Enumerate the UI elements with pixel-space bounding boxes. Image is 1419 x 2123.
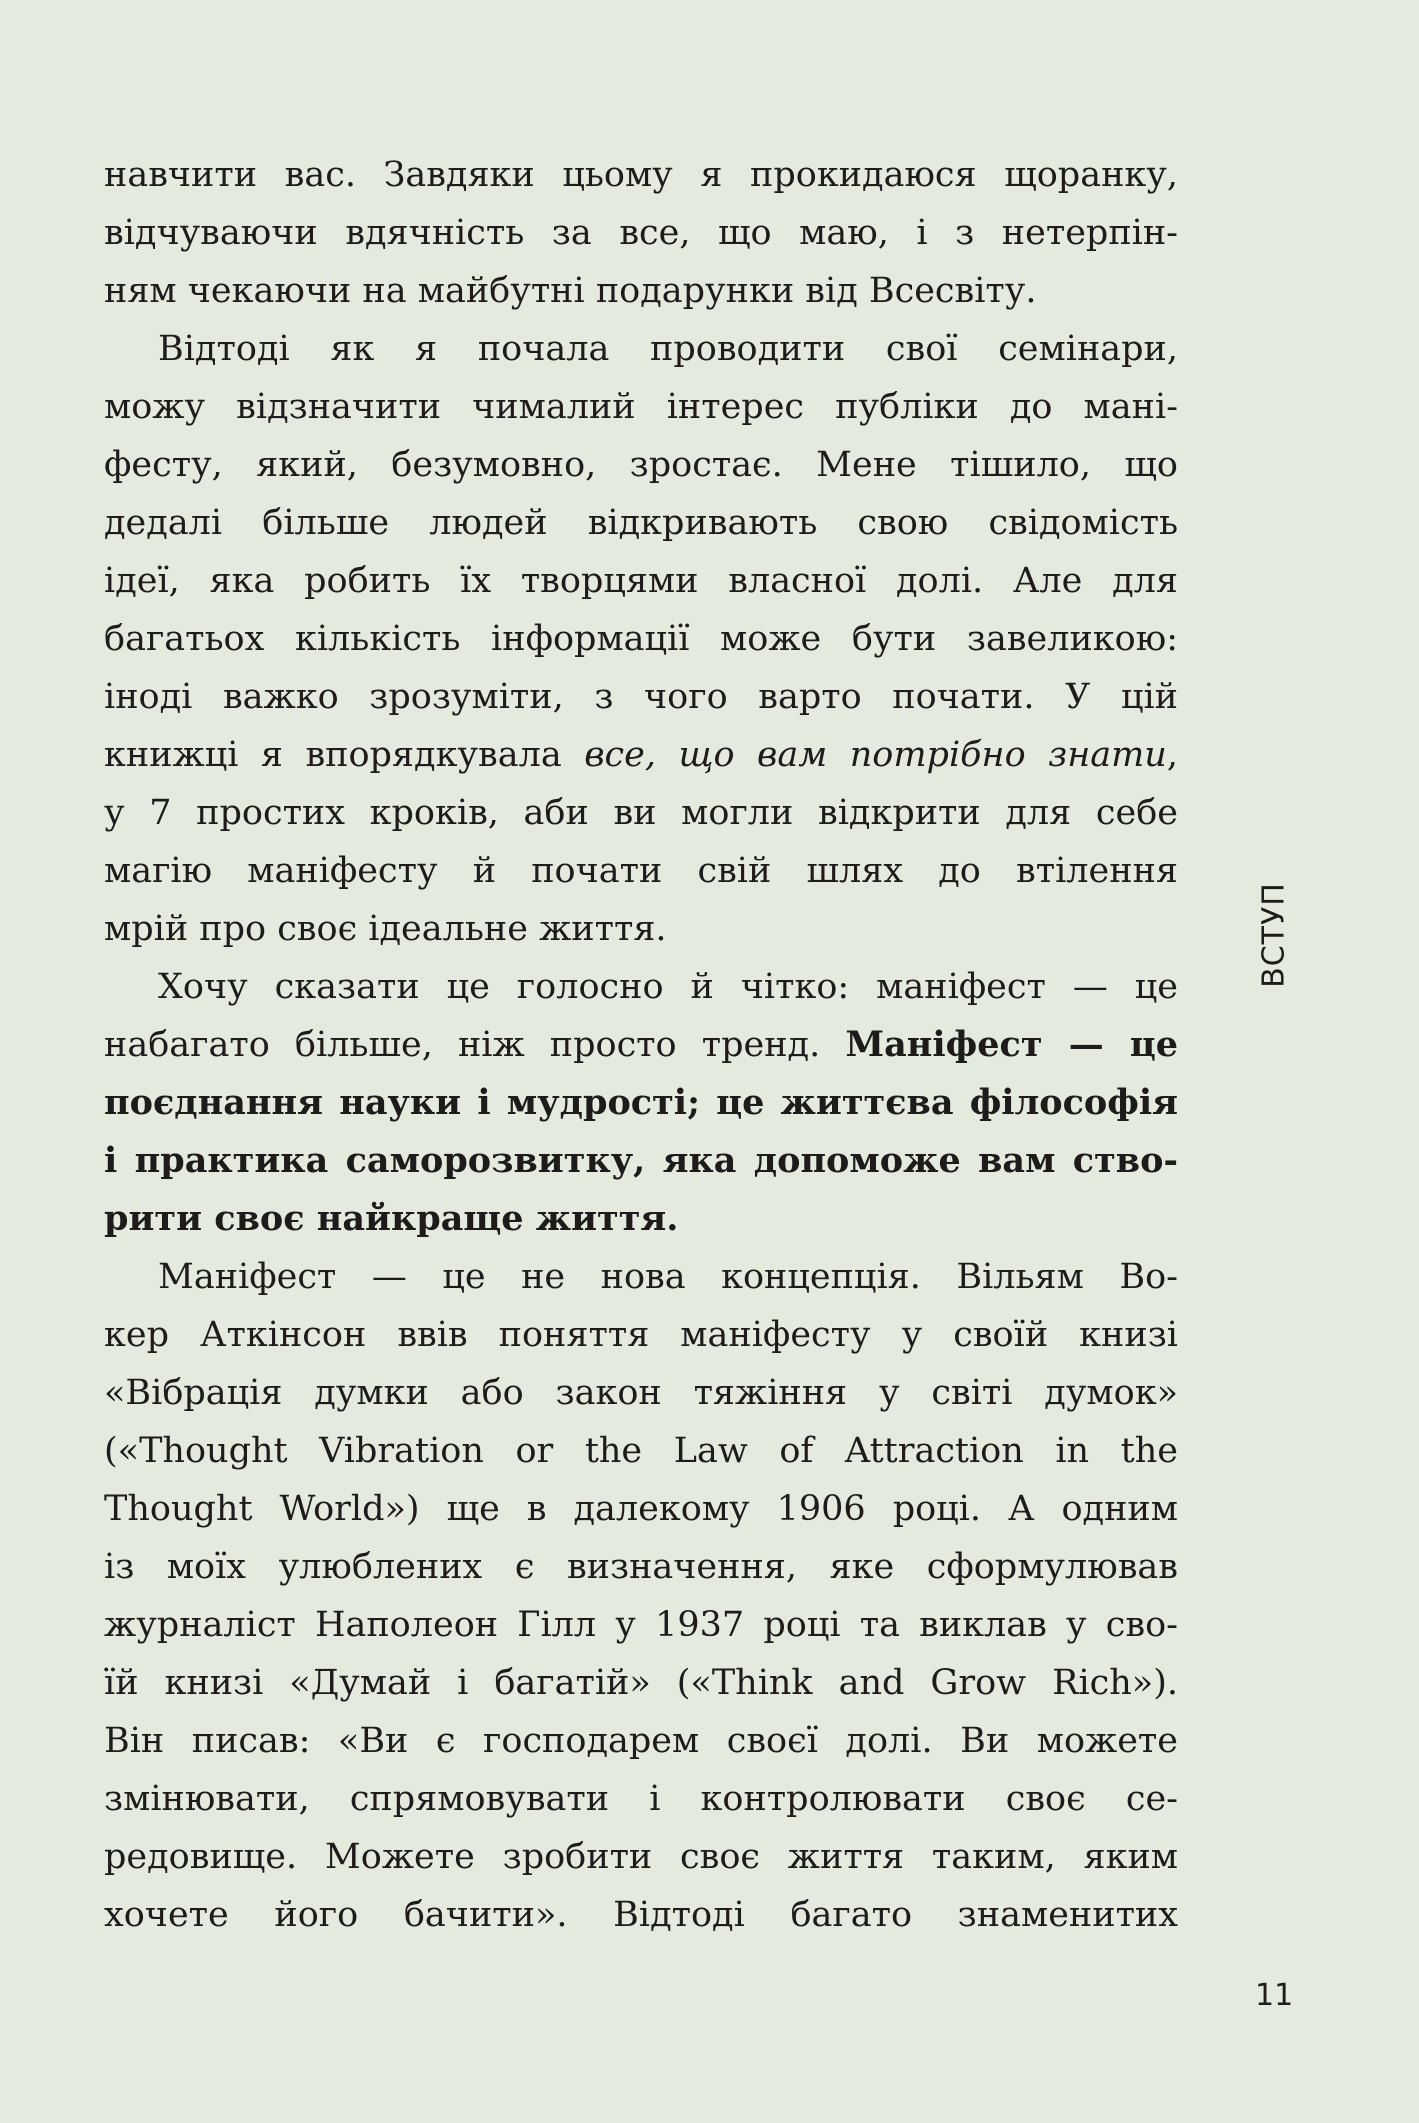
text-line	[104, 1770, 1178, 1828]
text-segment: книжці я впорядкувала	[104, 735, 585, 775]
text-line	[104, 1306, 1178, 1364]
text-segment: фесту, який, безумовно, зростає. Мене тішило, що	[104, 445, 1178, 485]
text-line	[104, 1538, 1178, 1596]
text-line	[104, 378, 1178, 436]
text-line	[104, 726, 1178, 784]
text-line	[104, 1248, 1178, 1306]
bold-text: поєднання науки і мудрості; це життєва філософія	[104, 1082, 1178, 1123]
page-number: 11	[1255, 1978, 1294, 2013]
text-segment: іноді важко зрозуміти, з чого варто почати. У цій	[104, 677, 1178, 717]
text-segment: Маніфест — це не нова концепція. Вільям Во-	[158, 1257, 1178, 1297]
running-header	[1252, 880, 1296, 990]
text-segment: Відтоді як я почала проводити свої семінари,	[158, 329, 1178, 369]
text-segment: відчуваючи вдячність за все, що маю, і з нетерпін-	[104, 213, 1178, 253]
text-segment: змінювати, спрямовувати і контролювати своє се-	[104, 1779, 1178, 1819]
text-segment: можу відзначити чималий інтерес публіки до мані-	[104, 387, 1178, 427]
text-line	[104, 1654, 1178, 1712]
text-segment: Він писав: «Ви є господарем своєї долі. Ви можете	[104, 1721, 1178, 1761]
text-line	[104, 958, 1178, 1016]
italic-text: все, що вам потрібно знати	[584, 735, 1167, 775]
text-line	[104, 842, 1178, 900]
text-segment: ,	[1166, 735, 1178, 775]
text-line	[104, 204, 1178, 262]
text-segment: Thought World») ще в далекому 1906 році. А одним	[104, 1489, 1178, 1529]
text-line	[104, 1712, 1178, 1770]
body-text	[104, 146, 1178, 1944]
running-header-label: ВСТУП	[1256, 882, 1292, 988]
text-segment: ням чекаючи на майбутні подарунки від Всесвіту.	[104, 271, 1037, 311]
text-line	[104, 1422, 1178, 1480]
text-segment: хочете його бачити». Відтоді багато знаменитих	[104, 1895, 1178, 1935]
text-line	[104, 1364, 1178, 1422]
text-line	[104, 1074, 1178, 1132]
text-segment: мрій про своє ідеальне життя.	[104, 909, 667, 949]
bold-text: рити своє найкраще життя.	[104, 1198, 679, 1239]
text-line	[104, 668, 1178, 726]
text-line	[104, 784, 1178, 842]
bold-text: Маніфест — це	[845, 1024, 1178, 1065]
text-line	[104, 1016, 1178, 1074]
text-segment: ідеї, яка робить їх творцями власної долі. Але для	[104, 561, 1178, 601]
text-segment: Хочу сказати це голосно й чітко: маніфест — це	[158, 967, 1178, 1007]
text-line	[104, 1886, 1178, 1944]
text-segment: «Вібрація думки або закон тяжіння у світі думок»	[104, 1373, 1178, 1413]
text-line	[104, 1190, 1178, 1248]
text-line	[104, 320, 1178, 378]
text-segment: журналіст Наполеон Гілл у 1937 році та виклав у сво-	[104, 1605, 1178, 1645]
text-line	[104, 1132, 1178, 1190]
text-segment: магію маніфесту й почати свій шлях до втілення	[104, 851, 1178, 891]
text-line	[104, 146, 1178, 204]
text-line	[104, 1828, 1178, 1886]
text-line	[104, 900, 1178, 958]
text-line	[104, 436, 1178, 494]
text-segment: багатьох кількість інформації може бути завеликою:	[104, 619, 1178, 659]
text-segment: у 7 простих кроків, аби ви могли відкрити для себе	[104, 793, 1178, 833]
text-line	[104, 262, 1178, 320]
text-line	[104, 552, 1178, 610]
text-segment: їй книзі «Думай і багатій» («Think and Grow Rich»).	[104, 1663, 1178, 1703]
text-segment: із моїх улюблених є визначення, яке сформулював	[104, 1547, 1178, 1587]
text-segment: («Thought Vibration or the Law of Attraction in the	[104, 1431, 1178, 1471]
text-segment: навчити вас. Завдяки цьому я прокидаюся щоранку,	[104, 155, 1178, 195]
text-segment: редовище. Можете зробити своє життя таким, яким	[104, 1837, 1178, 1877]
text-segment: дедалі більше людей відкривають свою свідомість	[104, 503, 1178, 543]
text-line	[104, 610, 1178, 668]
text-segment: кер Аткінсон ввів поняття маніфесту у своїй книзі	[104, 1315, 1178, 1355]
bold-text: і практика саморозвитку, яка допоможе вам ство-	[104, 1140, 1178, 1181]
text-segment: набагато більше, ніж просто тренд.	[104, 1025, 846, 1065]
text-line	[104, 1596, 1178, 1654]
text-line	[104, 1480, 1178, 1538]
text-line	[104, 494, 1178, 552]
